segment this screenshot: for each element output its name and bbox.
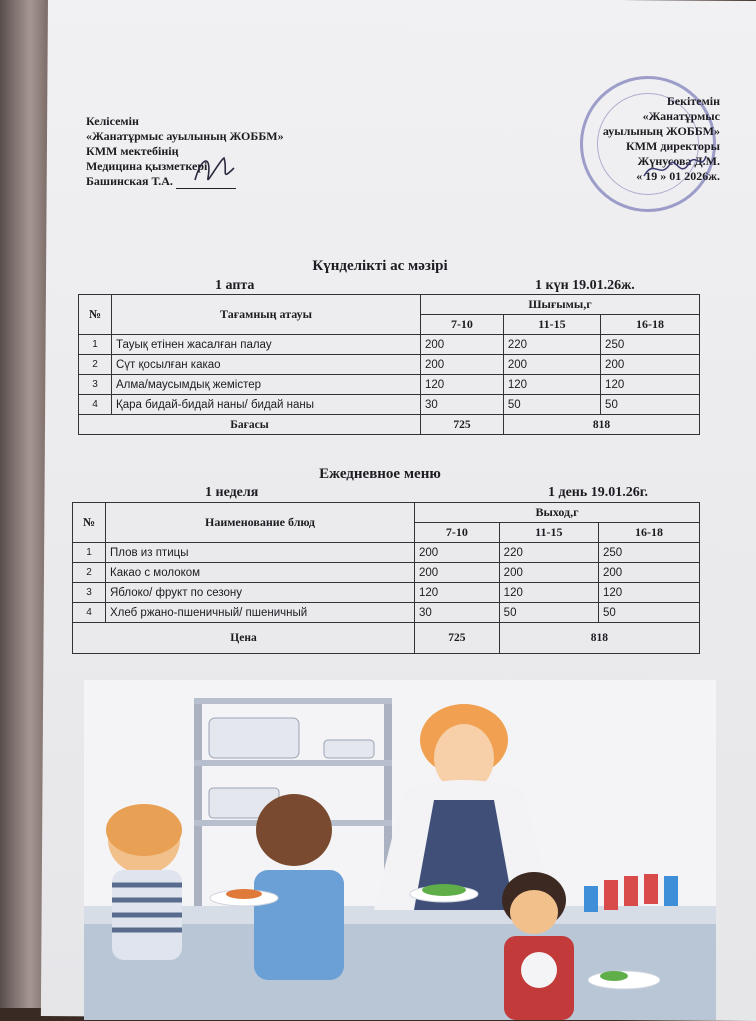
col-age-header: 16-18 [598, 523, 699, 543]
table-row: 2 Какао с молоком 200 200 200 [73, 563, 700, 583]
col-age-header: 16-18 [601, 315, 700, 335]
kz-title: Күнделікті ас мәзірі [312, 258, 448, 274]
table-row: 4 Қара бидай-бидай наны/ бидай наны 30 50 50 [79, 395, 700, 415]
signature-right [640, 150, 710, 190]
kz-day: 1 күн 19.01.26ж. [535, 278, 635, 293]
kz-menu-table [78, 294, 700, 435]
col-output-header: Выход,г [415, 503, 700, 523]
ru-week: 1 неделя [205, 485, 259, 500]
signature-left [190, 150, 240, 190]
approval-right-line: « 19 » 01 2026ж. [636, 169, 720, 183]
col-num-header: № [73, 503, 106, 543]
price-row: Цена 725 818 [73, 623, 700, 654]
approval-right-line: Бекітемін [666, 94, 720, 108]
col-age-header: 11-15 [499, 523, 598, 543]
approval-right-line: Жүнусова Д.М. [637, 154, 720, 168]
approval-left-line: КММ мектебінің [86, 144, 179, 158]
ru-menu-table [72, 502, 700, 654]
price-row: Бағасы 725 818 [79, 415, 700, 435]
col-age-header: 11-15 [503, 315, 600, 335]
col-name-header: Наименование блюд [106, 503, 415, 543]
table-row: 4 Хлеб ржано-пшеничный/ пшеничный 30 50 50 [73, 603, 700, 623]
table-row: 3 Яблоко/ фрукт по сезону 120 120 120 [73, 583, 700, 603]
ru-day: 1 день 19.01.26г. [548, 485, 649, 500]
col-num-header: № [79, 295, 112, 335]
approval-right-line: ауылының ЖОББМ» [602, 124, 720, 138]
approval-right-line: КММ директоры [625, 139, 720, 153]
table-row: 3 Алма/маусымдық жемістер 120 120 120 [79, 375, 700, 395]
kz-week: 1 апта [215, 278, 255, 293]
col-age-header: 7-10 [415, 523, 500, 543]
approval-left-line: «Жанатұрмыс ауылының ЖОББМ» [86, 129, 284, 143]
cafeteria-illustration [84, 680, 716, 1020]
approval-left-line: Медицина қызметкері [86, 159, 208, 173]
col-age-header: 7-10 [421, 315, 504, 335]
table-row: 1 Тауық етінен жасалған палау 200 220 250 [79, 335, 700, 355]
table-row: 1 Плов из птицы 200 220 250 [73, 543, 700, 563]
approval-left-line: Башинская Т.А. [86, 174, 173, 188]
approval-left-line: Келісемін [86, 114, 139, 128]
col-output-header: Шығымы,г [421, 295, 700, 315]
col-name-header: Тағамның атауы [112, 295, 421, 335]
approval-right-line: «Жанатұрмыс [642, 109, 720, 123]
table-row: 2 Сүт қосылған какао 200 200 200 [79, 355, 700, 375]
ru-title: Ежедневное меню [319, 466, 441, 482]
